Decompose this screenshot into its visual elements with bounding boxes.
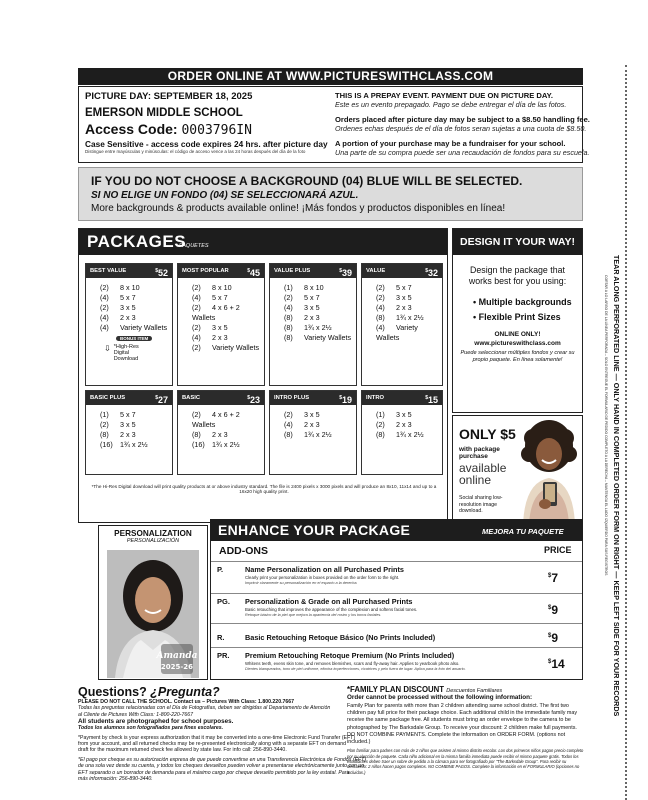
package-line: (2) 8 x 10	[100, 283, 140, 292]
addon-title: Premium Retouching Retoque Premium (No Prints Included)	[245, 651, 455, 660]
personalization-subtitle: PERSONALIZACIÓN	[126, 538, 180, 544]
package-name: VALUE PLUS	[274, 268, 311, 274]
package-line: (4) 3 x 5	[284, 303, 320, 312]
online-only-label: ONLINE ONLY!	[494, 331, 541, 338]
package-header	[270, 391, 356, 405]
package-card	[85, 263, 173, 386]
package-contents	[86, 405, 172, 450]
package-line: (2) 3 x 5	[284, 410, 320, 419]
package-name: VALUE	[366, 268, 386, 274]
access-code	[85, 121, 323, 138]
package-line: (4) 2 x 3	[376, 303, 412, 312]
package-line: (8) 1¾ x 2½	[284, 430, 332, 439]
addon-code: R.	[217, 633, 225, 642]
packages-section	[78, 228, 448, 523]
addon-row	[211, 623, 582, 647]
package-line: (1) 5 x 7	[100, 410, 136, 419]
payment-note-3: draft for the maximum returned check fee allowed by state law. For info call: 256-890-3440.	[78, 747, 287, 754]
package-line: (16) 1¾ x 2½	[192, 440, 240, 449]
family-plan-title: *FAMILY PLAN DISCOUNT Descuentos Familiares	[347, 685, 503, 694]
package-line: (8) 2 x 3	[100, 430, 136, 439]
background-notice-es: SI NO ELIGE UN FONDO (04) SE SELECCIONARÁ AZUL.	[91, 190, 359, 201]
package-price: $15	[425, 395, 438, 405]
package-line: (2) 5 x 7	[376, 283, 412, 292]
package-card	[269, 390, 357, 475]
packages-header	[79, 229, 447, 255]
tear-instructions: TEAR ALONG PERFORATED LINE — ONLY HAND IN COMPLETED ORDER FORM ON RIGHT — KEEP LEFT SIDE FOR YOUR RECORDS	[612, 255, 621, 717]
bonus-item	[104, 336, 172, 362]
perforated-line	[625, 65, 629, 800]
all-students-note-es: Todos los alumnos son fotografiados para fines escolares.	[78, 725, 224, 732]
digital-download-footnote: *The Hi-Res Digital download will print quality products at or above industry standard. The file is 2400 pixels x 3000 pixels and will produce an 8x10, 11x14 and up to a 16x20 high quality print.	[91, 484, 437, 494]
package-line: (8) 2 x 3	[192, 430, 228, 439]
addon-title: Name Personalization on all Purchased Prints	[245, 565, 404, 574]
package-line: (4) 2 x 3	[192, 333, 228, 342]
addon-row	[211, 593, 582, 623]
package-header	[86, 264, 172, 278]
package-line: (8) 2 x 3	[284, 313, 320, 322]
package-card	[269, 263, 357, 386]
addon-desc: Clearly print your personalization in boxes provided on the order form to the right.	[245, 575, 400, 580]
contact-line: PLEASE DO NOT CALL THE SCHOOL. Contact us – Pictures With Class: 1.800.220.7667	[78, 699, 295, 705]
packages-subtitle: PAQUETES	[179, 243, 209, 249]
background-notice	[78, 167, 583, 221]
package-name: MOST POPULAR	[182, 268, 229, 274]
family-plan-sub: Order cannot be processed without the following information:	[347, 694, 533, 701]
addon-title: Personalization & Grade on all Purchased Prints	[245, 597, 413, 606]
case-sensitive-note: Case Sensitive - access code expires 24 hrs. after picture day	[85, 139, 328, 149]
package-contents	[362, 405, 442, 440]
payment-note-es-2: de una sola vez desde su cuenta, y todos los cheques devueltos pueden volver a presentarse electrónicamente junto con un	[78, 763, 365, 770]
picture-day-info	[78, 86, 590, 163]
package-contents	[178, 405, 264, 450]
payment-note-es-1: *El pago por cheque es su autorización expresa de que puede convertirse en una Transferencia Electrónica de Fondos (EFT)	[78, 756, 366, 763]
package-name: BASIC	[182, 395, 201, 401]
package-header	[178, 264, 264, 278]
addons-table	[210, 541, 583, 680]
package-header	[270, 264, 356, 278]
package-line: (4) Variety Wallets	[100, 323, 168, 332]
only-5-available: available online	[459, 461, 507, 487]
package-contents	[270, 278, 356, 343]
package-header	[362, 391, 442, 405]
design-intro: Design the package that works best for you using:	[468, 265, 567, 286]
package-line: (1) 3 x 5	[376, 410, 412, 419]
only-5-sub: with package purchase	[459, 446, 500, 460]
contact-line-es-1: Todas las preguntas relacionadas con el Día de Fotografías, deben ser dirigidas al Departamento de Atención	[78, 705, 331, 712]
package-line: (2) 2 x 3	[376, 420, 412, 429]
package-line: (2) 4 x 6 + 2 Wallets	[192, 303, 240, 322]
package-line: (4) 2 x 3	[100, 313, 136, 322]
package-contents	[270, 405, 356, 440]
prepay-note: THIS IS A PREPAY EVENT. PAYMENT DUE ON PICTURE DAY.	[335, 91, 554, 100]
package-header	[362, 264, 442, 278]
package-line: (2) 3 x 5	[376, 293, 412, 302]
package-header	[178, 391, 264, 405]
package-name: INTRO PLUS	[274, 395, 310, 401]
bullet-flexible-print-sizes: • Flexible Print Sizes	[473, 312, 561, 322]
package-price: $23	[247, 395, 260, 405]
addon-desc-es: Imprimir claramente su personalización en el espacio a la derecha.	[245, 581, 358, 585]
school-name: EMERSON MIDDLE SCHOOL	[85, 107, 243, 119]
addon-code: PG.	[217, 597, 230, 606]
package-contents	[86, 278, 172, 333]
package-contents	[362, 278, 442, 343]
package-line: (8) 1¾ x 2½	[376, 313, 424, 322]
prepay-note-es: Este es un evento prepagado. Pago se debe entregar el día de las fotos.	[335, 100, 567, 109]
design-spanish-note: Puede seleccionar múltiples fondos y crear su propio paquete. En línea solamente!	[460, 350, 575, 363]
design-bullets	[473, 295, 576, 325]
personalization-title: PERSONALIZATION	[114, 529, 192, 538]
package-price: $32	[425, 268, 438, 278]
questions-title: Questions? ¿Pregunta?	[78, 685, 220, 699]
only-5-desc: Social sharing low-resolution image download.	[459, 495, 503, 514]
package-header	[86, 391, 172, 405]
family-plan-body-es: Plan familiar para padres con más de 2 niños que asisten al mismo distrito escolar. Los dos primeros niños pagan precio completo por su elección de paquete. Cada niño adicional en la misma familia inmediata puede recibir el mismo paquete gratis. Todos los estudiantes deben traer un sobre de pedido a la cámara para ser fotografiado por "The Barksdale Group". Para recibir su descuento: 2 niños hacen pagos completos. NO COMBINE PAGOS. Complete la información en el FORMULARIO (opciones no incluidas.)	[347, 748, 584, 775]
family-plan-section	[347, 685, 585, 775]
late-fee-note: Orders placed after picture day may be subject to a $8.50 handling fee.	[335, 115, 590, 124]
addon-row	[211, 647, 582, 680]
sample-year: 2025-26	[160, 663, 194, 671]
package-price: $52	[155, 268, 168, 278]
package-line: (8) 1¾ x 2½	[284, 323, 332, 332]
enhance-title: ENHANCE YOUR PACKAGE	[218, 522, 411, 538]
addon-code: P.	[217, 565, 224, 574]
addon-price: $7	[548, 571, 559, 585]
package-line: (2) 4 x 6 + 2 Wallets	[192, 410, 240, 429]
download-icon: ⇩	[104, 344, 111, 353]
package-price: $45	[247, 268, 260, 278]
bonus-tag: BONUS ITEM	[116, 336, 152, 341]
payment-note-2: from your account, and all returned checks may be re-presented electronically along with a separate EFT on demand	[78, 741, 347, 748]
access-code-label: Access Code:	[85, 121, 178, 137]
design-title: DESIGN IT YOUR WAY!	[453, 229, 582, 255]
personalization-sample	[98, 525, 208, 680]
girl-with-phone-photo	[509, 416, 583, 523]
package-line: (2) 8 x 10	[192, 283, 232, 292]
payment-note-es-4: más información: 256-890-3440.	[78, 776, 153, 783]
sample-name: Amanda	[156, 651, 198, 661]
package-line: (2) 5 x 7	[284, 293, 320, 302]
package-line: (2) 3 x 5	[100, 420, 136, 429]
payment-note-es-3: EFT separado o un borrador de demanda para el máximo cargo por cheque devuelto permitido por la ley estatal. Para	[78, 769, 350, 776]
fundraiser-note-es: Una parte de su compra puede ser una recaudación de fondos para su escuela.	[335, 148, 590, 157]
bullet-multiple-backgrounds: • Multiple backgrounds	[473, 297, 572, 307]
package-line: (8) 1¾ x 2½	[376, 430, 424, 439]
fundraiser-note: A portion of your purchase may be a fundraiser for your school.	[335, 139, 566, 148]
questions-section	[78, 685, 366, 783]
package-price: $19	[339, 395, 352, 405]
package-line: (4) 5 x 7	[100, 293, 136, 302]
package-card	[85, 390, 173, 475]
family-plan-body: Family Plan for parents with more than 2 children attending same school district. The first two children pay full price for their package choice. Each additional child in the immediate family may receive the same package free. All students must bring an order envelope to the camera to be photographed by The Barksdale Group. To receive your discount: 2 children make full payments. DO NOT COMBINE PAYMENTS. Complete the information on ORDER FORM. (options not included.)	[347, 703, 578, 746]
only-5-promo	[452, 415, 583, 523]
case-sensitive-note-es: Distingue entre mayúsculas y minúsculas: el código de acceso vence a las 24 horas después del día de la foto	[85, 149, 306, 154]
addon-title: Basic Retouching Retoque Básico (No Prints Included)	[245, 633, 436, 642]
addon-desc: Whitens teeth, evens skin tone, and removes blemishes, scars and fly-away hair. Applies to yearbook photo also.	[245, 661, 460, 666]
package-line: (4) 2 x 3	[284, 420, 320, 429]
enhance-subtitle: MEJORA TU PAQUETE	[482, 527, 564, 536]
package-line: (1) 8 x 10	[284, 283, 324, 292]
package-line: (2) 3 x 5	[100, 303, 136, 312]
website-link[interactable]: www.pictureswithclass.com	[474, 340, 561, 347]
access-code-value: 0003796IN	[181, 123, 252, 138]
picture-day-date: PICTURE DAY: SEPTEMBER 18, 2025	[85, 91, 253, 102]
package-line: (16) 1¾ x 2½	[100, 440, 148, 449]
package-line: (2) 3 x 5	[192, 323, 228, 332]
addon-row	[211, 561, 582, 593]
addon-desc: Basic retouching that improves the appearance of the complexion and softens facial tones.	[245, 607, 418, 612]
background-notice-en: IF YOU DO NOT CHOOSE A BACKGROUND (04) BLUE WILL BE SELECTED.	[91, 174, 523, 188]
addon-desc-es: Dientes blanqueados, tono de piel uniforme, elimina imperfecciones, cicatrices y pelo fuera de lugar. Aplica para la foto del anuario.	[245, 667, 466, 671]
more-backgrounds-note: More backgrounds & products available online! ¡Más fondos y productos disponibles en línea!	[91, 203, 506, 214]
package-line: (4) Variety Wallets	[376, 323, 418, 342]
design-it-your-way-panel	[452, 228, 583, 413]
packages-title: PACKAGES	[87, 232, 187, 251]
package-card	[361, 390, 443, 475]
addon-price: $14	[548, 657, 565, 671]
addon-desc-es: Retoque básico de la piel que mejora la apariencia del rostro y los tonos faciales.	[245, 613, 382, 617]
addons-label: ADD-ONS	[219, 545, 268, 557]
contact-line-es-2: al Cliente de Pictures With Class: 1-800-220-7667	[78, 711, 194, 718]
price-label: PRICE	[544, 545, 572, 555]
package-card	[361, 263, 443, 386]
package-line: (8) Variety Wallets	[284, 333, 352, 342]
package-name: BASIC PLUS	[90, 395, 126, 401]
addon-price: $9	[548, 631, 559, 645]
package-price: $39	[339, 268, 352, 278]
sample-portrait-photo	[107, 550, 199, 678]
enhance-header	[210, 519, 583, 541]
package-card	[177, 263, 265, 386]
bonus-text: *High-Res Digital Download	[113, 344, 139, 362]
payment-note-1: *Payment by check is your express authorization that it may be converted into a one-time Electronic Fund Transfer (EFT)	[78, 734, 356, 741]
package-name: INTRO	[366, 395, 385, 401]
package-line: (2) Variety Wallets	[192, 343, 260, 352]
package-price: $27	[155, 395, 168, 405]
late-fee-note-es: Ordenes echas después de el día de fotos seran sujetas a una cuota de $8.50.	[335, 124, 587, 133]
addon-price: $9	[548, 603, 559, 617]
package-name: BEST VALUE	[90, 268, 127, 274]
tear-instructions-es: CORTAR A LO LARGO DE LA LÍNEA PERFORADA – SOLO ENTREGUE EL FORMULARIO DE PEDIDO COMPLETO A LA DERECHA – MANTENGA EL LADO IZQUIERDO PARA SUS REGISTROS	[604, 275, 608, 576]
only-5-price: ONLY $5	[459, 426, 516, 442]
addon-code: PR.	[217, 651, 230, 660]
all-students-note: All students are photographed for school purposes.	[78, 718, 234, 726]
package-contents	[178, 278, 264, 353]
package-line: (4) 5 x 7	[192, 293, 228, 302]
order-online-banner: ORDER ONLINE AT WWW.PICTURESWITHCLASS.COM	[78, 68, 583, 85]
package-card	[177, 390, 265, 475]
